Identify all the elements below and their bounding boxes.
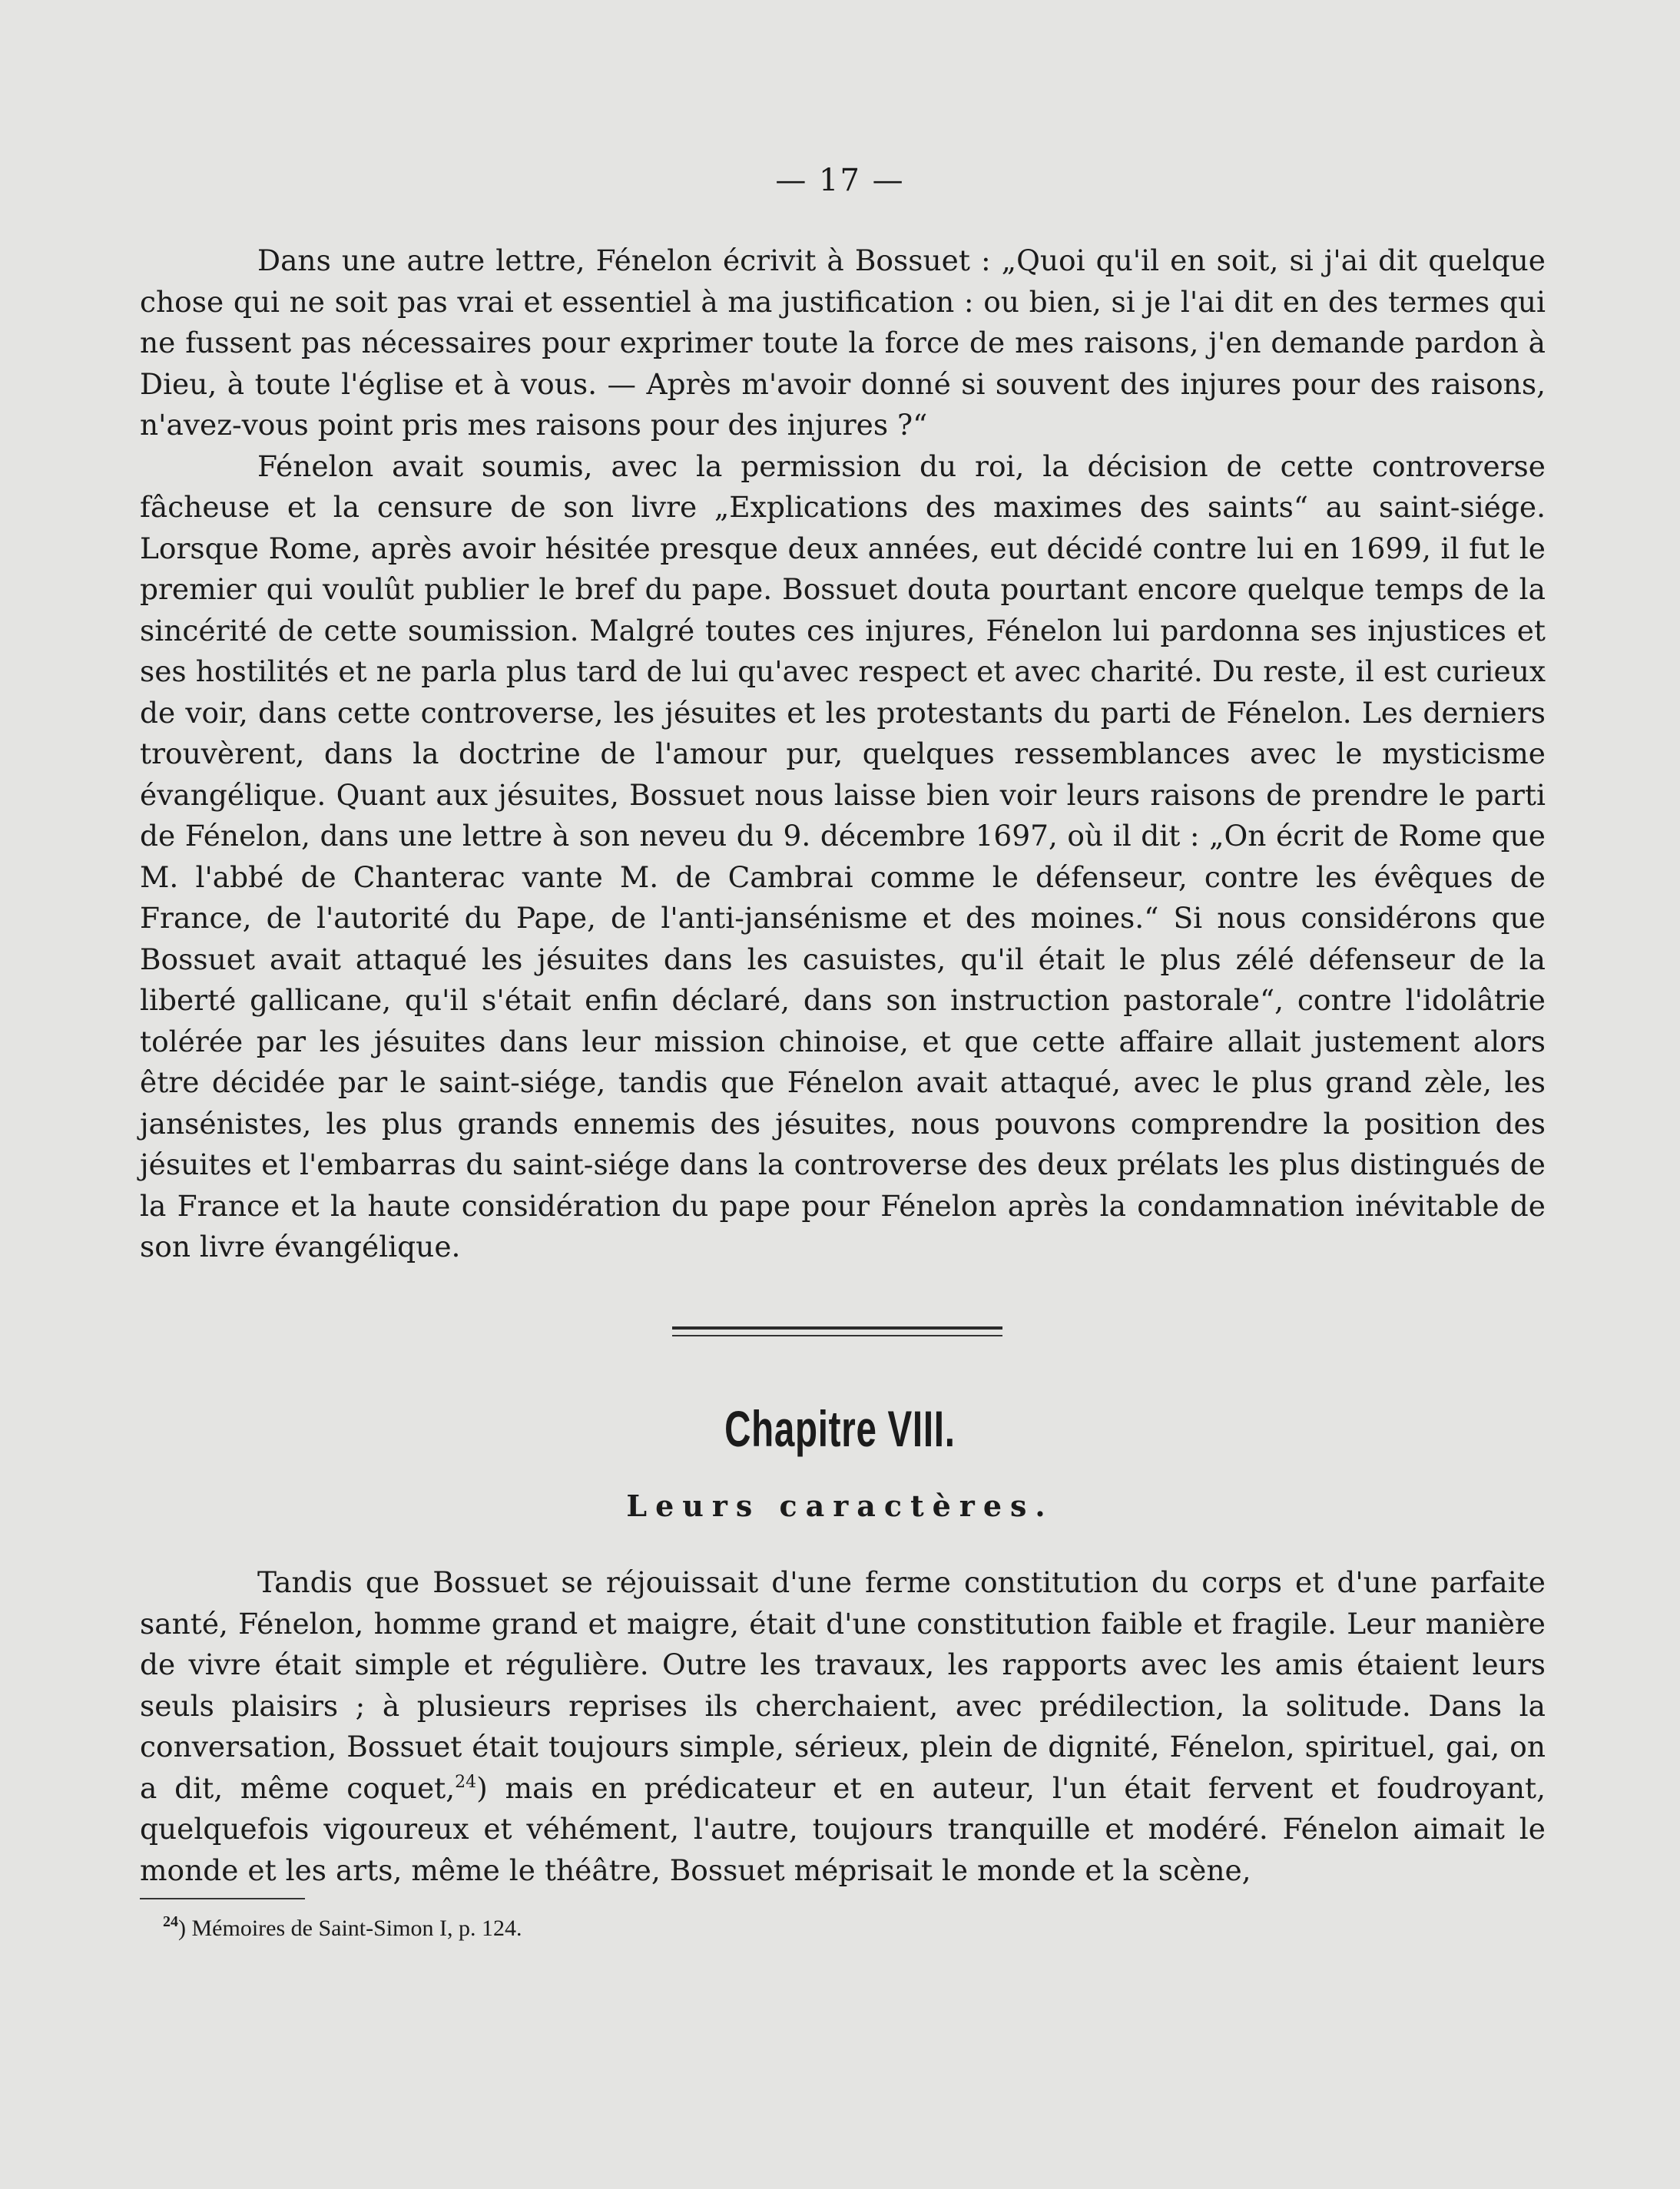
- page-number: — 17 —: [775, 163, 905, 198]
- paragraph-submission-to-rome: Fénelon avait soumis, avec la permission du roi, la décision de cette controverse fâcheuse et la censure de son livre „Explications des maximes des saints“ au saint-siége. Lorsque Rome, après avoir hésitée presque deux années, eut décidé contre lui en 1699, il fut le premier qui voulût publier le bref du pape. Bossuet douta pourtant encore quelque temps de la sincérité de cette soumission. Malgré toutes ces injures, Fénelon lui pardonna ses injustices et ses hostilités et ne parla plus tard de lui qu'avec respect et avec charité. Du reste, il est curieux de voir, dans cette controverse, les jésuites et les protestants du parti de Fénelon. Les derniers trouvèrent, dans la doctrine de l'amour pur, quelques ressemblances avec le mysticisme évangélique. Quant aux jésuites, Bossuet nous laisse bien voir leurs raisons de prendre le parti de Fénelon, dans une lettre à son neveu du 9. décembre 1697, où il dit : „On écrit de Rome que M. l'abbé de Chanterac vante M. de Cambrai comme le défenseur, contre les évêques de France, de l'autorité du Pape, de l'anti-jansénisme et des moines.“ Si nous considérons que Bossuet avait attaqué les jésuites dans les casuistes, qu'il était le plus zélé défenseur de la liberté gallicane, qu'il s'était enfin déclaré, dans son instruction pastorale“, contre l'idolâtrie tolérée par les jésuites dans leur mission chinoise, et que cette affaire allait justement alors être décidée par le saint-siége, tandis que Fénelon avait attaqué, avec le plus grand zèle, les jansénistes, les plus grands ennemis des jésuites, nous pouvons comprendre la position des jésuites et l'embarras du saint-siége dans la controverse des deux prélats les plus distingués de la France et la haute considération du pape pour Fénelon après la condamnation inévitable de son livre évangélique.: [140, 449, 1546, 1263]
- footnote-reference: 24: [455, 1772, 477, 1792]
- paragraph-text-part-1: Tandis que Bossuet se réjouissait d'une ferme constitution du corps et d'une parfaite santé, Fénelon, homme grand et maigre, était d'une constitution faible et fragile. Leur manière de vivre était simple et régulière. Outre les travaux, les rapports avec les amis étaient leurs seuls plaisirs ; à plusieurs reprises ils cherchaient, avec prédilection, la solitude. Dans la conversation, Bossuet était toujours simple, sérieux, plein de dignité, Fénelon, spirituel, gai, on a dit, même coquet,: [140, 1565, 1546, 1805]
- paragraph-characters: [140, 1562, 1546, 1891]
- chapter-subtitle: Leurs caractères.: [626, 1489, 1054, 1523]
- text-block-letter-and-controversy: [140, 240, 1546, 1268]
- text-block-characters: [140, 1562, 1546, 1891]
- paragraph-text-part-2: ) mais en prédicateur et en auteur, l'un était fervent et foudroyant, quelquefois vigoureux et véhément, l'autre, toujours tranquille et modéré. Fénelon aimait le monde et les arts, même le théâtre, Bossuet méprisait le monde et la scène,: [140, 1770, 1546, 1887]
- footnote-text: ) Mémoires de Saint-Simon I, p. 124.: [178, 1916, 522, 1941]
- section-divider-thin: [672, 1335, 1002, 1336]
- footnote-divider: [140, 1898, 305, 1899]
- chapter-title: Chapitre VIII.: [724, 1400, 956, 1457]
- paragraph-fenelon-letter: Dans une autre lettre, Fénelon écrivit à Bossuet : „Quoi qu'il en soit, si j'ai dit quelque chose qui ne soit pas vrai et essentiel à ma justification : ou bien, si je l'ai dit en des termes qui ne fussent pas nécessaires pour exprimer toute la force de mes raisons, j'en demande pardon à Dieu, à toute l'église et à vous. — Après m'avoir donné si souvent des injures pour des raisons, n'avez-vous point pris mes raisons pour des injures ?“: [140, 243, 1546, 442]
- footnote: [163, 1906, 522, 1944]
- footnote-marker: 24: [163, 1913, 178, 1930]
- section-divider-thick: [672, 1326, 1002, 1330]
